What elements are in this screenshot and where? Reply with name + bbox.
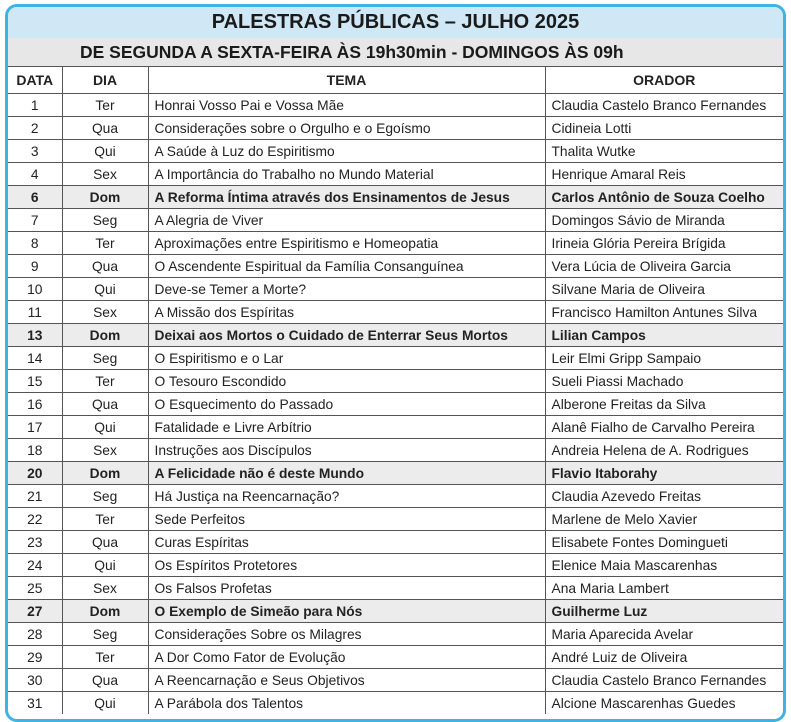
row-theme: A Alegria de Viver xyxy=(148,209,545,232)
page-title: PALESTRAS PÚBLICAS – JULHO 2025 xyxy=(8,7,783,38)
schedule-table xyxy=(8,66,783,714)
table-row xyxy=(8,140,783,163)
table-row xyxy=(8,94,783,117)
row-speaker: Carlos Antônio de Souza Coelho xyxy=(545,186,783,209)
row-speaker: Henrique Amaral Reis xyxy=(545,163,783,186)
row-theme: O Ascendente Espiritual da Família Consanguínea xyxy=(148,255,545,278)
row-date: 7 xyxy=(8,209,62,232)
schedule-subtitle: DE SEGUNDA A SEXTA-FEIRA ÀS 19h30min - DOMINGOS ÀS 09h xyxy=(8,38,783,66)
row-day: Sex xyxy=(62,439,148,462)
row-date: 27 xyxy=(8,600,62,623)
row-speaker: Vera Lúcia de Oliveira Garcia xyxy=(545,255,783,278)
table-row xyxy=(8,485,783,508)
table-row xyxy=(8,439,783,462)
row-theme: Curas Espíritas xyxy=(148,531,545,554)
row-date: 23 xyxy=(8,531,62,554)
row-day: Qua xyxy=(62,669,148,692)
row-speaker: Irineia Glória Pereira Brígida xyxy=(545,232,783,255)
row-theme: A Parábola dos Talentos xyxy=(148,692,545,715)
row-date: 14 xyxy=(8,347,62,370)
row-day: Seg xyxy=(62,209,148,232)
row-day: Qua xyxy=(62,393,148,416)
row-speaker: Claudia Azevedo Freitas xyxy=(545,485,783,508)
row-theme: A Felicidade não é deste Mundo xyxy=(148,462,545,485)
row-theme: Deve-se Temer a Morte? xyxy=(148,278,545,301)
table-row xyxy=(8,692,783,715)
row-speaker: Thalita Wutke xyxy=(545,140,783,163)
table-row xyxy=(8,577,783,600)
column-header-theme: TEMA xyxy=(148,67,545,94)
row-theme: O Exemplo de Simeão para Nós xyxy=(148,600,545,623)
row-date: 9 xyxy=(8,255,62,278)
row-date: 24 xyxy=(8,554,62,577)
row-day: Sex xyxy=(62,163,148,186)
row-day: Qua xyxy=(62,531,148,554)
table-row xyxy=(8,324,783,347)
schedule-frame xyxy=(5,4,786,722)
row-day: Qui xyxy=(62,416,148,439)
row-speaker: Alcione Mascarenhas Guedes xyxy=(545,692,783,715)
row-date: 28 xyxy=(8,623,62,646)
table-row xyxy=(8,508,783,531)
row-date: 25 xyxy=(8,577,62,600)
row-day: Ter xyxy=(62,232,148,255)
row-speaker: Sueli Piassi Machado xyxy=(545,370,783,393)
row-speaker: Lilian Campos xyxy=(545,324,783,347)
row-day: Seg xyxy=(62,485,148,508)
row-date: 2 xyxy=(8,117,62,140)
row-theme: A Dor Como Fator de Evolução xyxy=(148,646,545,669)
row-day: Qua xyxy=(62,117,148,140)
row-speaker: Ana Maria Lambert xyxy=(545,577,783,600)
row-theme: A Saúde à Luz do Espiritismo xyxy=(148,140,545,163)
row-date: 16 xyxy=(8,393,62,416)
row-theme: Os Falsos Profetas xyxy=(148,577,545,600)
row-speaker: Flavio Itaborahy xyxy=(545,462,783,485)
row-theme: O Tesouro Escondido xyxy=(148,370,545,393)
row-theme: Sede Perfeitos xyxy=(148,508,545,531)
row-date: 21 xyxy=(8,485,62,508)
row-day: Sex xyxy=(62,301,148,324)
row-day: Dom xyxy=(62,600,148,623)
table-row xyxy=(8,186,783,209)
table-row xyxy=(8,163,783,186)
row-speaker: Alberone Freitas da Silva xyxy=(545,393,783,416)
row-speaker: Francisco Hamilton Antunes Silva xyxy=(545,301,783,324)
row-theme: Aproximações entre Espiritismo e Homeopatia xyxy=(148,232,545,255)
row-date: 31 xyxy=(8,692,62,715)
row-day: Dom xyxy=(62,324,148,347)
table-body xyxy=(8,94,783,715)
column-header-date: DATA xyxy=(8,67,62,94)
row-day: Qui xyxy=(62,140,148,163)
row-day: Seg xyxy=(62,347,148,370)
row-day: Dom xyxy=(62,186,148,209)
row-day: Dom xyxy=(62,462,148,485)
table-row xyxy=(8,393,783,416)
row-speaker: Marlene de Melo Xavier xyxy=(545,508,783,531)
row-date: 4 xyxy=(8,163,62,186)
table-row xyxy=(8,554,783,577)
row-day: Ter xyxy=(62,646,148,669)
row-speaker: Cidineia Lotti xyxy=(545,117,783,140)
row-theme: Considerações Sobre os Milagres xyxy=(148,623,545,646)
row-date: 20 xyxy=(8,462,62,485)
row-day: Qui xyxy=(62,278,148,301)
row-theme: Os Espíritos Protetores xyxy=(148,554,545,577)
row-date: 30 xyxy=(8,669,62,692)
row-speaker: Domingos Sávio de Miranda xyxy=(545,209,783,232)
table-row xyxy=(8,600,783,623)
row-speaker: Leir Elmi Gripp Sampaio xyxy=(545,347,783,370)
column-header-speaker: ORADOR xyxy=(545,67,783,94)
row-speaker: Claudia Castelo Branco Fernandes xyxy=(545,94,783,117)
table-row xyxy=(8,255,783,278)
row-theme: Considerações sobre o Orgulho e o Egoísmo xyxy=(148,117,545,140)
row-speaker: Silvane Maria de Oliveira xyxy=(545,278,783,301)
row-date: 18 xyxy=(8,439,62,462)
row-date: 15 xyxy=(8,370,62,393)
row-speaker: Alanê Fialho de Carvalho Pereira xyxy=(545,416,783,439)
row-date: 22 xyxy=(8,508,62,531)
row-theme: Honrai Vosso Pai e Vossa Mãe xyxy=(148,94,545,117)
row-day: Ter xyxy=(62,94,148,117)
row-date: 6 xyxy=(8,186,62,209)
row-speaker: Maria Aparecida Avelar xyxy=(545,623,783,646)
row-date: 13 xyxy=(8,324,62,347)
row-day: Qui xyxy=(62,554,148,577)
row-theme: A Importância do Trabalho no Mundo Material xyxy=(148,163,545,186)
row-date: 29 xyxy=(8,646,62,669)
table-row xyxy=(8,669,783,692)
row-day: Seg xyxy=(62,623,148,646)
row-theme: Há Justiça na Reencarnação? xyxy=(148,485,545,508)
table-row xyxy=(8,117,783,140)
row-speaker: Elenice Maia Mascarenhas xyxy=(545,554,783,577)
table-row xyxy=(8,232,783,255)
row-day: Sex xyxy=(62,577,148,600)
table-row xyxy=(8,623,783,646)
table-row xyxy=(8,531,783,554)
row-speaker: André Luiz de Oliveira xyxy=(545,646,783,669)
row-day: Ter xyxy=(62,370,148,393)
row-speaker: Elisabete Fontes Domingueti xyxy=(545,531,783,554)
row-date: 17 xyxy=(8,416,62,439)
column-header-day: DIA xyxy=(62,67,148,94)
row-date: 10 xyxy=(8,278,62,301)
row-theme: Deixai aos Mortos o Cuidado de Enterrar Seus Mortos xyxy=(148,324,545,347)
row-speaker: Guilherme Luz xyxy=(545,600,783,623)
table-row xyxy=(8,370,783,393)
row-theme: Instruções aos Discípulos xyxy=(148,439,545,462)
table-row xyxy=(8,347,783,370)
row-date: 8 xyxy=(8,232,62,255)
table-row xyxy=(8,646,783,669)
row-theme: A Reencarnação e Seus Objetivos xyxy=(148,669,545,692)
table-row xyxy=(8,462,783,485)
table-header xyxy=(8,67,783,94)
table-row xyxy=(8,301,783,324)
table-row xyxy=(8,278,783,301)
row-date: 11 xyxy=(8,301,62,324)
table-row xyxy=(8,209,783,232)
row-date: 3 xyxy=(8,140,62,163)
row-theme: A Reforma Íntima através dos Ensinamentos de Jesus xyxy=(148,186,545,209)
row-speaker: Claudia Castelo Branco Fernandes xyxy=(545,669,783,692)
row-date: 1 xyxy=(8,94,62,117)
table-row xyxy=(8,416,783,439)
row-theme: O Esquecimento do Passado xyxy=(148,393,545,416)
row-theme: Fatalidade e Livre Arbítrio xyxy=(148,416,545,439)
row-day: Ter xyxy=(62,508,148,531)
row-theme: A Missão dos Espíritas xyxy=(148,301,545,324)
header-row xyxy=(8,67,783,94)
row-day: Qua xyxy=(62,255,148,278)
row-speaker: Andreia Helena de A. Rodrigues xyxy=(545,439,783,462)
row-day: Qui xyxy=(62,692,148,715)
row-theme: O Espiritismo e o Lar xyxy=(148,347,545,370)
